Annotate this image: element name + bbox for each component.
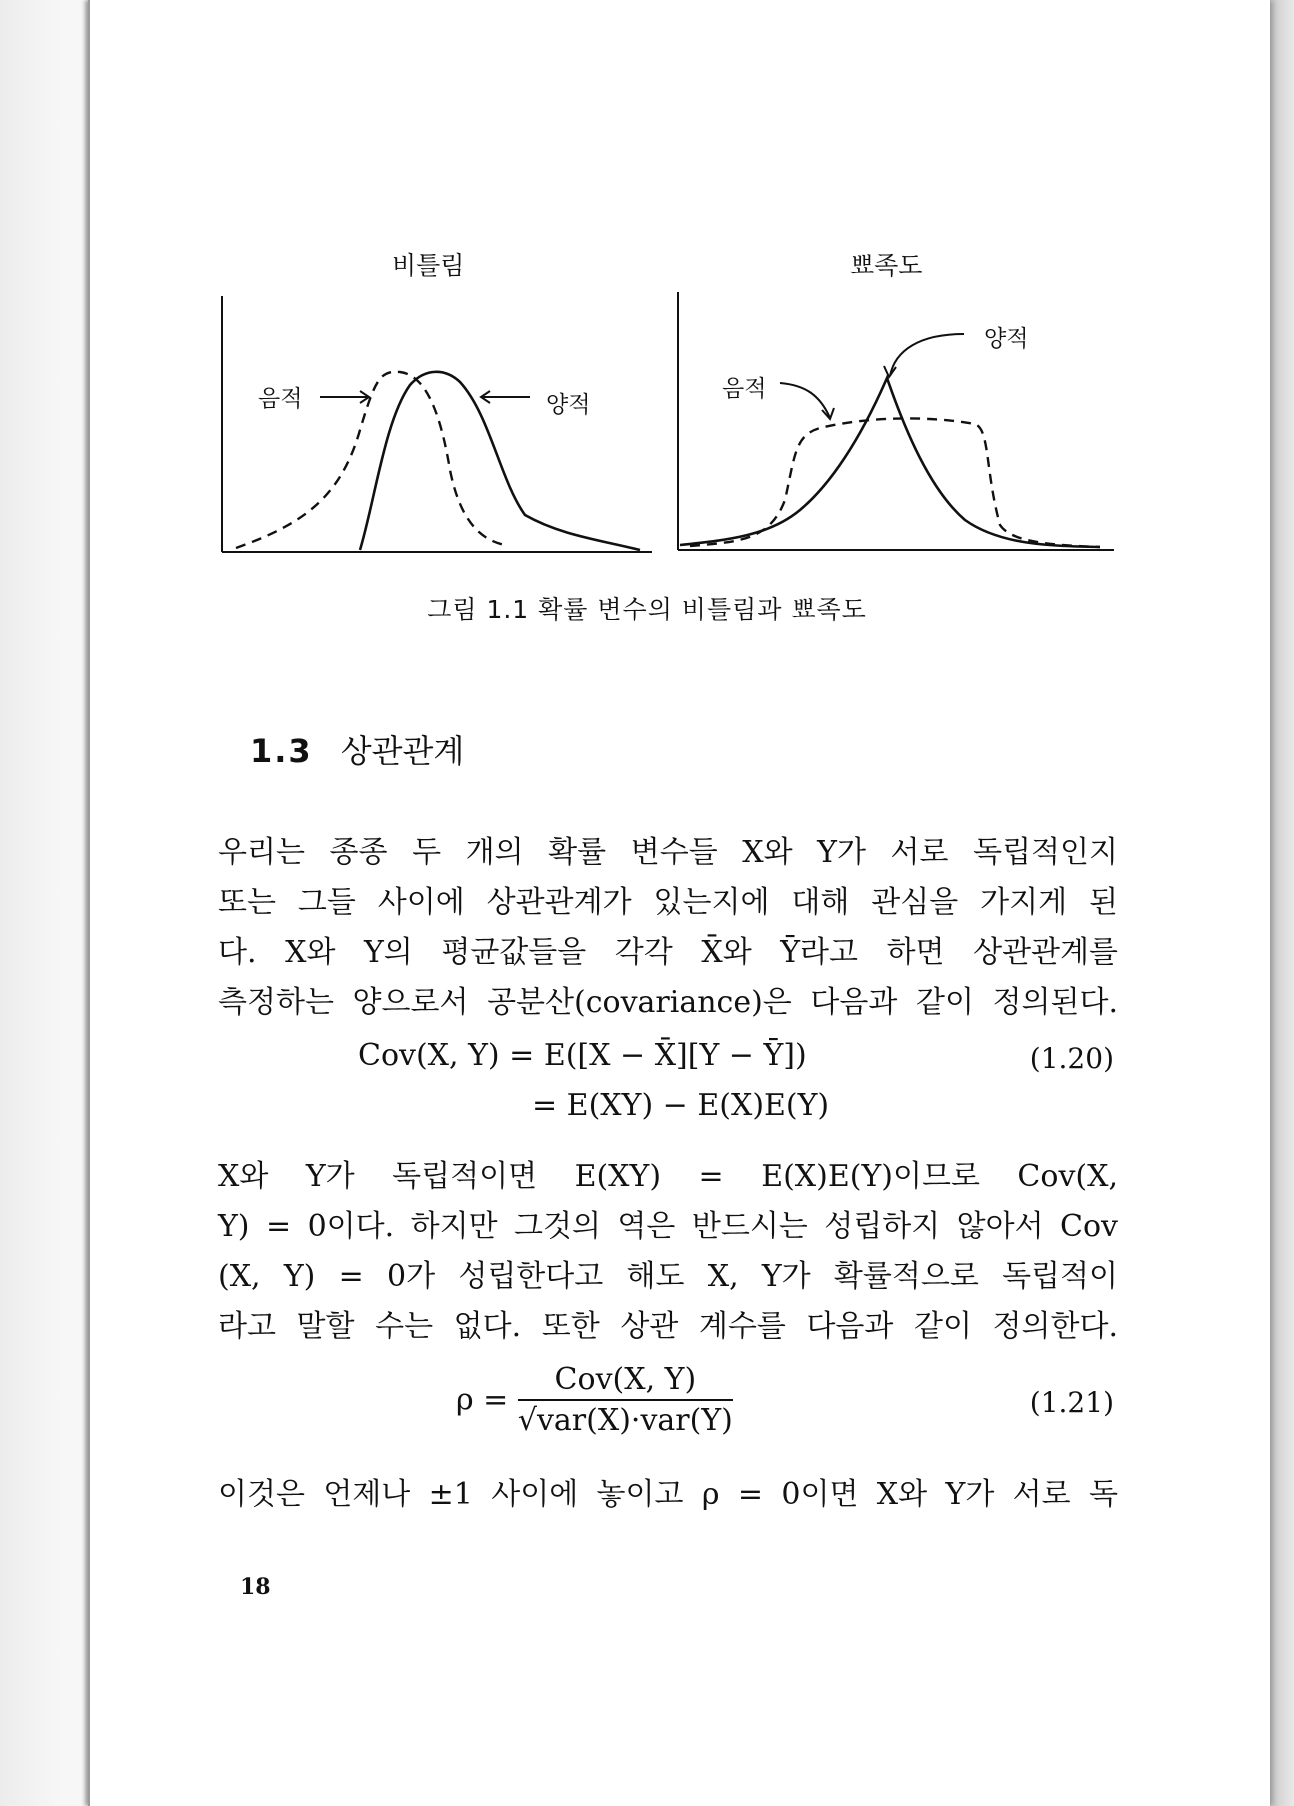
right-label-positive: 양적 [984, 326, 1029, 352]
section-number: 1.3 [250, 732, 313, 770]
paragraph-2-line-2: Y) = 0이다. 하지만 그것의 역은 반드시는 성립하지 않아서 Cov [218, 1209, 1118, 1244]
equation-1-21-numerator: Cov(X, Y) [518, 1362, 733, 1401]
figure-caption: 그림 1.1 확률 변수의 비틀림과 뾰족도 [427, 595, 867, 624]
left-positive-skew-curve [360, 372, 640, 550]
paragraph-2-line-4: 라고 말할 수는 없다. 또한 상관 계수를 다음과 같이 정의한다. [218, 1309, 1118, 1344]
figure-left-title: 비틀림 [392, 251, 465, 280]
equation-1-21-lhs: ρ = [456, 1382, 509, 1418]
skewness-kurtosis-figure [0, 0, 1294, 640]
paragraph-1-line-1: 우리는 종종 두 개의 확률 변수들 X와 Y가 서로 독립적인지 [218, 835, 1118, 870]
equation-1-21 [456, 1362, 733, 1438]
paragraph-3 [218, 1470, 1118, 1520]
paragraph-2-line-1: X와 Y가 독립적이면 E(XY) = E(X)E(Y)이므로 Cov(X, [218, 1159, 1118, 1194]
paragraph-2-line-3: (X, Y) = 0가 성립한다고 해도 X, Y가 확률적으로 독립적이 [218, 1259, 1118, 1294]
left-label-negative: 음적 [258, 386, 303, 412]
section-title: 상관관계 [340, 732, 465, 770]
section-heading [250, 726, 464, 772]
equation-1-20-line-1: Cov(X, Y) = E([X − X̄][Y − Ȳ]) [358, 1038, 807, 1073]
equation-1-21-number: (1.21) [1029, 1386, 1114, 1419]
left-arrows [320, 391, 530, 403]
equation-1-21-fraction [518, 1362, 733, 1438]
paragraph-1 [218, 828, 1118, 1028]
right-label-negative: 음적 [722, 376, 767, 402]
equation-1-20-line-2: = E(XY) − E(X)E(Y) [532, 1088, 830, 1123]
paragraph-1-line-3: 다. X와 Y의 평균값들을 각각 X̄와 Ȳ라고 하면 상관관계를 [218, 935, 1118, 970]
left-label-positive: 양적 [546, 392, 591, 418]
paragraph-1-line-4: 측정하는 양으로서 공분산(covariance)은 다음과 같이 정의된다. [218, 985, 1118, 1020]
page-number: 18 [240, 1574, 271, 1600]
left-panel-axes [222, 296, 652, 552]
right-positive-kurtosis-curve [680, 378, 1100, 547]
paragraph-3-line-1: 이것은 언제나 ±1 사이에 놓이고 ρ = 0이면 X와 Y가 서로 독 [218, 1477, 1118, 1512]
paragraph-1-line-2: 또는 그들 사이에 상관관계가 있는지에 대해 관심을 가지게 된 [218, 885, 1118, 920]
right-panel-axes [678, 292, 1114, 550]
right-arrows [780, 334, 964, 419]
paragraph-2 [218, 1152, 1118, 1352]
figure-right-title: 뾰족도 [850, 251, 923, 280]
equation-1-20-number: (1.20) [1029, 1042, 1114, 1075]
equation-1-21-denominator: √var(X)·var(Y) [517, 1403, 733, 1438]
right-negative-kurtosis-curve [690, 418, 1100, 547]
